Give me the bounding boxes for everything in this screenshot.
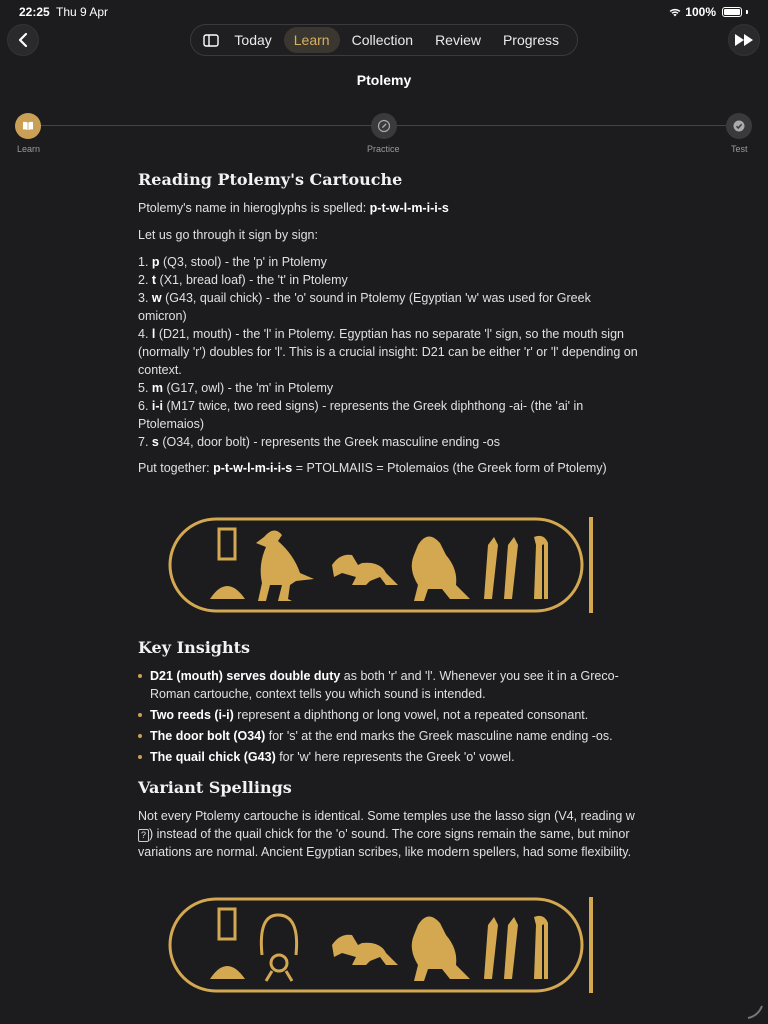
sign-letter: p xyxy=(151,255,160,269)
insight-text: for 'w' here represents the Greek 'o' vowel. xyxy=(275,750,515,764)
variant-spellings-heading: Variant Spellings xyxy=(138,778,292,797)
tab-today[interactable]: Today xyxy=(234,32,272,48)
battery-percent: 100% xyxy=(685,5,716,19)
sign-by-sign-text: Let us go through it sign by sign: xyxy=(138,228,318,242)
sign-item xyxy=(138,433,638,451)
insight-text: represent a diphthong or long vowel, not a repeated consonant. xyxy=(233,708,589,722)
sign-description: (M17 twice, two reed signs) - represents the Greek diphthong -ai- (the 'ai' in Ptolemaios) xyxy=(138,399,584,431)
key-insights-list xyxy=(138,667,638,766)
sign-item xyxy=(138,325,638,379)
insight-bold: Two reeds (i-i) xyxy=(150,708,234,722)
sign-item xyxy=(138,289,638,325)
resize-handle-icon[interactable] xyxy=(744,1000,764,1020)
together-result: = PTOLMAIIS = Ptolemaios (the Greek form of Ptolemy) xyxy=(292,461,607,475)
step-test[interactable] xyxy=(726,113,752,139)
sign-item xyxy=(138,271,638,289)
tab-progress[interactable]: Progress xyxy=(502,32,559,48)
sign-description: (G43, quail chick) - the 'o' sound in Ptolemy (Egyptian 'w' was used for Greek omicron) xyxy=(138,291,591,323)
ptolemy-cartouche-image xyxy=(166,515,638,620)
status-time: 22:25 xyxy=(19,5,50,19)
sign-number: 6. xyxy=(138,399,152,413)
sign-description: (Q3, stool) - the 'p' in Ptolemy xyxy=(159,255,327,269)
list-item xyxy=(138,667,638,703)
battery-icon xyxy=(722,7,742,17)
checkmark-seal-icon xyxy=(732,119,746,133)
sign-list xyxy=(138,253,638,451)
intro-text: Ptolemy's name in hieroglyphs is spelled: xyxy=(138,201,370,215)
page-title: Ptolemy xyxy=(356,72,412,88)
variant-text-b: ) instead of the quail chick for the 'o' sound. The core signs remain the same, but minor variations are normal. Ancient Egyptian scribes, like modern spellers, had some flexibility. xyxy=(138,827,632,859)
sign-letter: t xyxy=(151,273,157,287)
wifi-icon xyxy=(669,8,681,17)
sign-description: (D21, mouth) - the 'l' in Ptolemy. Egyptian has no separate 'l' sign, so the mouth sign (normally 'r') doubles for 'l'. This is a crucial insight: D21 can be either 'r' or 'l' depending on context. xyxy=(138,327,638,377)
status-date: Thu 9 Apr xyxy=(56,5,109,19)
sign-number: 1. xyxy=(138,255,152,269)
sign-number: 4. xyxy=(138,327,152,341)
chevron-left-icon xyxy=(17,32,29,48)
battery-tip xyxy=(746,10,748,14)
lesson-heading: Reading Ptolemy's Cartouche xyxy=(138,170,403,189)
sign-letter: m xyxy=(151,381,164,395)
step-label-practice: Practice xyxy=(367,144,400,154)
sign-number: 5. xyxy=(138,381,152,395)
pencil-circle-icon xyxy=(377,119,391,133)
cartouche-illustration xyxy=(166,515,596,615)
tab-review[interactable]: Review xyxy=(435,32,481,48)
insight-bold: The door bolt (O34) xyxy=(150,729,266,743)
sign-letter: i-i xyxy=(151,399,164,413)
list-item xyxy=(138,748,638,766)
insight-text: for 's' at the end marks the Greek masculine name ending -os. xyxy=(265,729,613,743)
variant-text-a: Not every Ptolemy cartouche is identical. Some temples use the lasso sign (V4, reading w xyxy=(138,809,635,823)
lesson-content xyxy=(138,170,638,1018)
step-label-learn: Learn xyxy=(17,144,41,154)
sign-description: (X1, bread loaf) - the 't' in Ptolemy xyxy=(156,273,348,287)
sign-description: (G17, owl) - the 'm' in Ptolemy xyxy=(163,381,334,395)
step-practice[interactable] xyxy=(371,113,397,139)
sign-letter: s xyxy=(151,435,159,449)
sign-letter: w xyxy=(151,291,162,305)
unknown-glyph: ? xyxy=(138,829,149,842)
status-bar xyxy=(0,0,768,22)
status-indicators xyxy=(669,5,748,19)
put-together-text xyxy=(138,459,638,477)
sign-description: (O34, door bolt) - represents the Greek masculine ending -os xyxy=(158,435,500,449)
list-item xyxy=(138,706,638,724)
sign-number: 7. xyxy=(138,435,152,449)
back-button[interactable] xyxy=(7,24,39,56)
together-prefix: Put together: xyxy=(138,461,214,475)
sidebar-icon xyxy=(203,34,219,47)
insight-bold: The quail chick (G43) xyxy=(150,750,276,764)
insight-bold: D21 (mouth) serves double duty xyxy=(150,669,341,683)
sign-number: 3. xyxy=(138,291,152,305)
sign-letter: l xyxy=(151,327,156,341)
list-item xyxy=(138,727,638,745)
sign-item xyxy=(138,397,638,433)
together-spelling: p-t-w-l-m-i-i-s xyxy=(213,461,293,475)
fast-forward-icon xyxy=(734,33,754,47)
book-icon xyxy=(22,121,34,131)
sign-number: 2. xyxy=(138,273,152,287)
variant-paragraph xyxy=(138,807,638,861)
intro-paragraph xyxy=(138,199,638,217)
key-insights-heading: Key Insights xyxy=(138,638,251,657)
intro-spelling: p-t-w-l-m-i-i-s xyxy=(369,201,449,215)
step-label-test: Test xyxy=(731,144,748,154)
variant-cartouche-image xyxy=(166,895,638,1000)
sidebar-toggle-button[interactable] xyxy=(197,26,224,54)
sign-item xyxy=(138,379,638,397)
variant-cartouche-illustration xyxy=(166,895,596,995)
tab-learn[interactable]: Learn xyxy=(284,27,340,53)
tab-collection[interactable]: Collection xyxy=(351,32,414,48)
nav-tab-bar xyxy=(190,24,578,56)
skip-forward-button[interactable] xyxy=(728,24,760,56)
insight-text: as both 'r' and 'l'. Whenever you see it in a Greco-Roman cartouche, context tells you which sound is intended. xyxy=(150,669,619,701)
step-learn[interactable] xyxy=(15,113,41,139)
sign-item xyxy=(138,253,638,271)
